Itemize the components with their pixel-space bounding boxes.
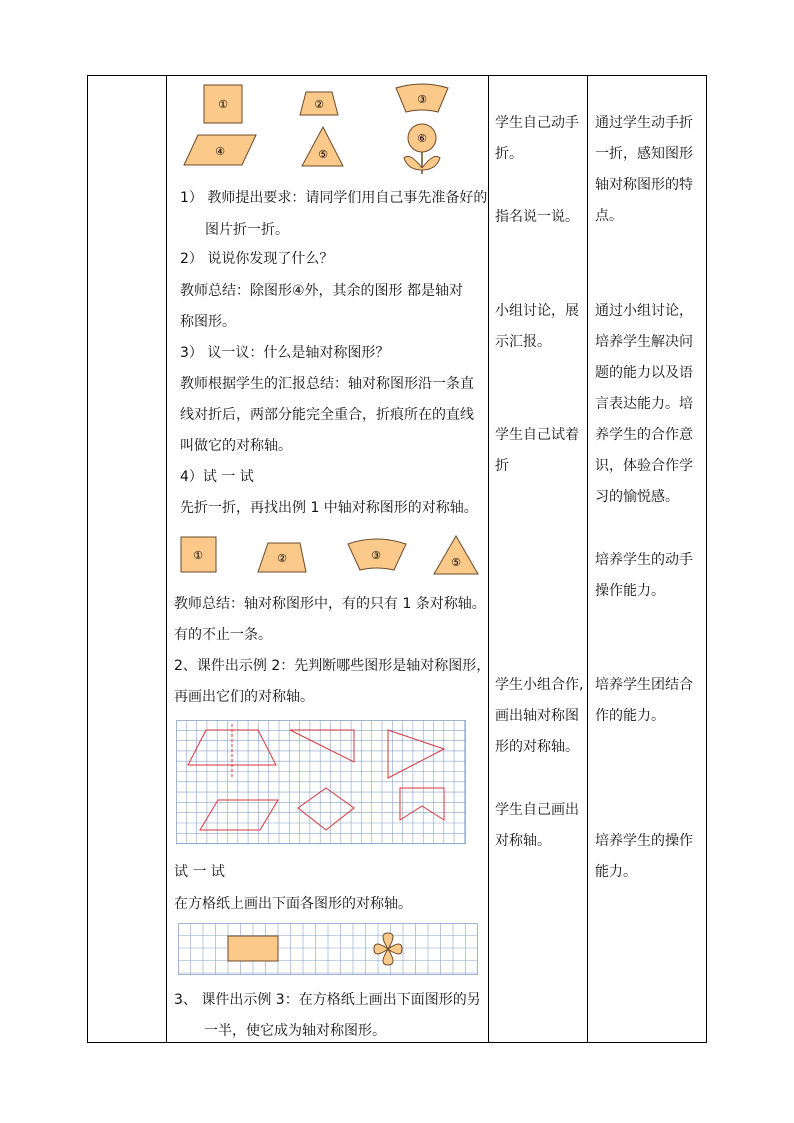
label-1: ① — [218, 98, 228, 111]
student-text: 小组讨论，展 — [495, 303, 579, 319]
try-grid-figure — [178, 923, 478, 975]
text-line: 有的不止一条。 — [174, 627, 272, 643]
text-line: 线对折后，两部分能完全重合，折痕所在的直线 — [180, 407, 474, 423]
student-text: 折。 — [495, 146, 523, 162]
student-text: 学生小组合作, — [495, 677, 584, 693]
label-5: ⑤ — [318, 148, 328, 161]
purpose-text: 通过学生动手折 — [595, 115, 693, 131]
purpose-text: 作的能力。 — [595, 708, 665, 724]
text-line: 在方格纸上画出下面各图形的对称轴。 — [174, 896, 412, 912]
label-5: ⑤ — [451, 556, 461, 569]
label-2: ② — [314, 98, 324, 111]
student-text: 对称轴。 — [495, 833, 551, 849]
text-line: 3、 课件出示例 3：在方格纸上画出下面图形的另 — [174, 992, 481, 1008]
student-text: 画出轴对称图 — [495, 708, 579, 724]
student-text: 形的对称轴。 — [495, 739, 579, 755]
text-line: 叫做它的对称轴。 — [180, 438, 292, 454]
purpose-text: 一折，感知图形 — [595, 146, 693, 162]
label-6: ⑥ — [417, 132, 427, 145]
text-line: 教师根据学生的汇报总结：轴对称图形沿一条直 — [180, 376, 474, 392]
text-line: 教师总结：除图形④外，其余的图形 都是轴对 — [180, 283, 463, 299]
table-divider-1 — [166, 75, 167, 1043]
purpose-text: 轴对称图形的特 — [595, 177, 693, 193]
purpose-text: 养学生的合作意 — [595, 427, 693, 443]
table-border-top — [87, 75, 707, 76]
table-border-left — [87, 75, 88, 1043]
student-text: 折 — [495, 458, 509, 474]
purpose-text: 培养学生团结合 — [595, 677, 693, 693]
text-line: 一半，使它成为轴对称图形。 — [204, 1023, 386, 1039]
orange-rectangle — [228, 936, 278, 961]
label-1: ① — [193, 549, 203, 562]
text-line: 2） 说说你发现了什么？ — [180, 251, 334, 267]
text-line: 再画出它们的对称轴。 — [174, 689, 314, 705]
purpose-text: 识，体验合作学 — [595, 458, 693, 474]
student-text: 学生自己试着 — [495, 427, 579, 443]
label-3: ③ — [417, 93, 427, 106]
student-text: 学生自己画出 — [495, 802, 579, 818]
text-line: 4）试 一 试 — [180, 469, 254, 485]
purpose-text: 培养学生的操作 — [595, 833, 693, 849]
text-line: 教师总结：轴对称图形中，有的只有 1 条对称轴。 — [174, 596, 486, 612]
student-text: 学生自己动手 — [495, 115, 579, 131]
purpose-text: 题的能力以及语 — [595, 365, 693, 381]
purpose-text: 习的愉悦感。 — [595, 489, 679, 505]
table-divider-2 — [488, 75, 489, 1043]
text-line: 图片折一折。 — [205, 222, 289, 238]
purpose-text: 点。 — [595, 208, 623, 224]
table-border-bottom — [87, 1042, 707, 1043]
text-line: 3） 议一议：什么是轴对称图形？ — [180, 345, 390, 361]
purpose-text: 言表达能力。培 — [595, 396, 693, 412]
try-shapes-figure — [176, 532, 481, 580]
purpose-text: 培养学生解决问 — [595, 334, 693, 350]
label-3: ③ — [371, 549, 381, 562]
purpose-text: 培养学生的动手 — [595, 552, 693, 568]
text-line: 1） 教师提出要求：请同学们用自己事先准备好的 — [180, 190, 488, 206]
text-line: 试 一 试 — [174, 864, 225, 880]
purpose-text: 操作能力。 — [595, 583, 665, 599]
example1-shapes-figure — [176, 80, 466, 180]
table-border-right — [706, 75, 707, 1043]
text-line: 先折一折，再找出例 1 中轴对称图形的对称轴。 — [180, 500, 478, 516]
student-text: 示汇报。 — [495, 334, 551, 350]
label-2: ② — [277, 552, 287, 565]
student-text: 指名说一说。 — [495, 209, 579, 225]
example2-grid-figure — [176, 720, 466, 844]
text-line: 2、课件出示例 2：先判断哪些图形是轴对称图形， — [174, 658, 491, 674]
table-divider-3 — [587, 75, 588, 1043]
text-line: 称图形。 — [180, 314, 236, 330]
purpose-text: 通过小组讨论， — [595, 303, 693, 319]
label-4: ④ — [215, 145, 225, 158]
purpose-text: 能力。 — [595, 864, 637, 880]
